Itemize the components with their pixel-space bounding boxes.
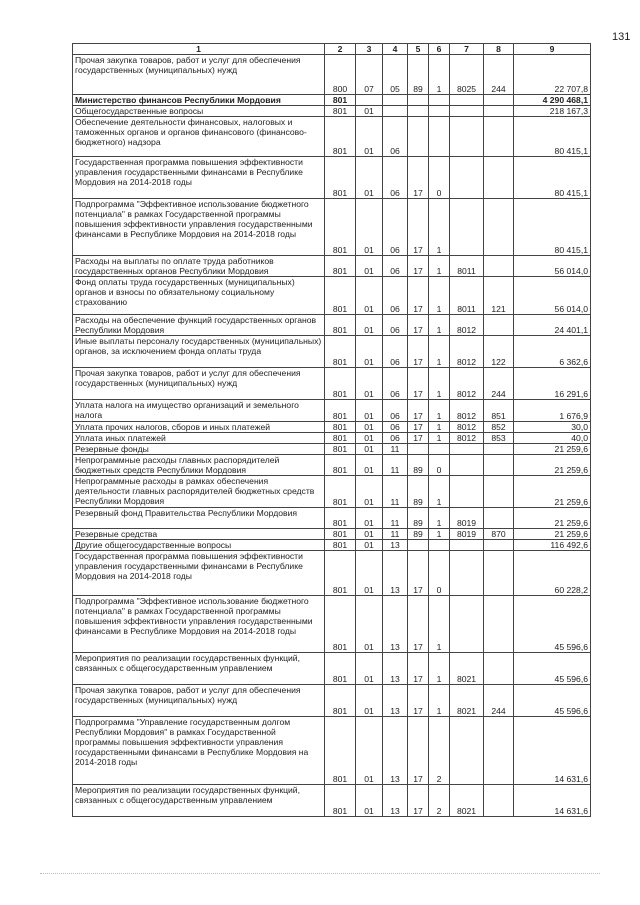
sum-cell: 60 228,2 (514, 551, 591, 596)
direction-cell (450, 157, 484, 199)
subsection-cell: 13 (383, 685, 408, 717)
gr-code-cell: 801 (325, 653, 356, 685)
expense-type-cell (484, 199, 514, 256)
section-cell: 01 (356, 540, 383, 551)
name-cell: Прочая закупка товаров, работ и услуг для обеспечения государственных (муниципальных) нужд (73, 55, 325, 95)
subsection-cell (383, 95, 408, 106)
subprogram-cell: 1 (429, 476, 450, 508)
expense-type-cell (484, 476, 514, 508)
program-cell (408, 117, 429, 157)
table-row (73, 653, 591, 685)
section-cell: 01 (356, 551, 383, 596)
table-row (73, 157, 591, 199)
expense-type-cell: 851 (484, 400, 514, 422)
section-cell: 01 (356, 256, 383, 277)
gr-code-cell: 801 (325, 368, 356, 400)
sum-cell: 56 014,0 (514, 277, 591, 315)
expense-type-cell: 244 (484, 55, 514, 95)
sum-cell: 40,0 (514, 433, 591, 444)
expense-type-cell: 244 (484, 685, 514, 717)
sum-cell: 80 415,1 (514, 117, 591, 157)
program-cell: 89 (408, 529, 429, 540)
name-cell: Подпрограмма "Эффективное использование бюджетного потенциала" в рамках Государственной программы повышения эффективности управления государственными финансами в Республике Мордовия на 2014-2018 годы (73, 199, 325, 256)
direction-cell: 8021 (450, 785, 484, 817)
subsection-cell: 06 (383, 368, 408, 400)
program-cell: 17 (408, 551, 429, 596)
subprogram-cell: 1 (429, 508, 450, 529)
program-cell (408, 540, 429, 551)
sum-cell: 14 631,6 (514, 785, 591, 817)
section-cell: 01 (356, 717, 383, 785)
gr-code-cell: 801 (325, 540, 356, 551)
expense-type-cell (484, 551, 514, 596)
expense-type-cell (484, 117, 514, 157)
subprogram-cell: 0 (429, 551, 450, 596)
subprogram-cell: 1 (429, 685, 450, 717)
expense-type-cell: 852 (484, 422, 514, 433)
section-cell: 01 (356, 476, 383, 508)
subsection-cell: 06 (383, 199, 408, 256)
subsection-cell: 13 (383, 717, 408, 785)
name-cell: Уплата иных платежей (73, 433, 325, 444)
gr-code-cell: 801 (325, 157, 356, 199)
name-cell: Обеспечение деятельности финансовых, налоговых и таможенных органов и органов финансового (финансово-бюджетного) надзора (73, 117, 325, 157)
subprogram-cell: 1 (429, 315, 450, 336)
direction-cell: 8021 (450, 653, 484, 685)
gr-code-cell: 801 (325, 596, 356, 653)
subsection-cell: 11 (383, 455, 408, 476)
table-row (73, 444, 591, 455)
direction-cell: 8012 (450, 336, 484, 368)
header-cell: 2 (325, 44, 356, 55)
subsection-cell: 13 (383, 653, 408, 685)
table-row (73, 529, 591, 540)
subprogram-cell (429, 106, 450, 117)
subprogram-cell: 1 (429, 199, 450, 256)
subsection-cell: 06 (383, 433, 408, 444)
gr-code-cell: 801 (325, 336, 356, 368)
sum-cell: 116 492,6 (514, 540, 591, 551)
direction-cell: 8012 (450, 368, 484, 400)
name-cell: Другие общегосударственные вопросы (73, 540, 325, 551)
subprogram-cell: 1 (429, 368, 450, 400)
sum-cell: 21 259,6 (514, 529, 591, 540)
subprogram-cell: 1 (429, 422, 450, 433)
program-cell: 17 (408, 199, 429, 256)
subsection-cell: 06 (383, 422, 408, 433)
name-cell: Мероприятия по реализации государственных функций, связанных с общегосударственным управлением (73, 785, 325, 817)
name-cell: Иные выплаты персоналу государственных (муниципальных) органов, за исключением фонда оплаты труда (73, 336, 325, 368)
name-cell: Подпрограмма "Эффективное использование бюджетного потенциала" в рамках Государственной программы повышения эффективности управления государственными финансами в Республике Мордовия на 2014-2018 годы (73, 596, 325, 653)
expense-type-cell: 853 (484, 433, 514, 444)
sum-cell: 22 707,8 (514, 55, 591, 95)
program-cell: 17 (408, 685, 429, 717)
header-cell: 3 (356, 44, 383, 55)
table-header-row (73, 44, 591, 55)
table-row (73, 400, 591, 422)
expense-type-cell (484, 717, 514, 785)
subsection-cell: 05 (383, 55, 408, 95)
direction-cell: 8025 (450, 55, 484, 95)
name-cell: Прочая закупка товаров, работ и услуг для обеспечения государственных (муниципальных) нужд (73, 368, 325, 400)
direction-cell (450, 455, 484, 476)
section-cell (356, 95, 383, 106)
expense-type-cell (484, 653, 514, 685)
sum-cell: 1 676,9 (514, 400, 591, 422)
name-cell: Подпрограмма "Управление государственным долгом Республики Мордовия" в рамках Государственной программы повышения эффективности управления государственными финансами в Республике Мордовия на 2014-2018 годы (73, 717, 325, 785)
gr-code-cell: 801 (325, 685, 356, 717)
expense-type-cell (484, 256, 514, 277)
gr-code-cell: 801 (325, 433, 356, 444)
direction-cell (450, 117, 484, 157)
direction-cell: 8019 (450, 529, 484, 540)
subsection-cell: 06 (383, 277, 408, 315)
table-row (73, 106, 591, 117)
gr-code-cell: 801 (325, 256, 356, 277)
sum-cell: 4 290 468,1 (514, 95, 591, 106)
table-row (73, 256, 591, 277)
subprogram-cell: 1 (429, 653, 450, 685)
program-cell: 17 (408, 157, 429, 199)
name-cell: Непрограммные расходы главных распорядителей бюджетных средств Республики Мордовия (73, 455, 325, 476)
direction-cell: 8011 (450, 277, 484, 315)
gr-code-cell: 801 (325, 785, 356, 817)
program-cell: 17 (408, 256, 429, 277)
name-cell: Фонд оплаты труда государственных (муниципальных) органов и взносы по обязательному социальному страхованию (73, 277, 325, 315)
subsection-cell: 06 (383, 256, 408, 277)
table-row (73, 476, 591, 508)
header-cell: 4 (383, 44, 408, 55)
subprogram-cell: 1 (429, 400, 450, 422)
header-cell: 9 (514, 44, 591, 55)
section-cell: 01 (356, 653, 383, 685)
table-row (73, 336, 591, 368)
direction-cell (450, 717, 484, 785)
section-cell: 01 (356, 157, 383, 199)
expense-type-cell: 122 (484, 336, 514, 368)
program-cell (408, 444, 429, 455)
expense-type-cell (484, 455, 514, 476)
table-row (73, 540, 591, 551)
program-cell: 17 (408, 422, 429, 433)
scan-divider (40, 873, 600, 875)
direction-cell: 8012 (450, 422, 484, 433)
direction-cell (450, 444, 484, 455)
expense-type-cell: 244 (484, 368, 514, 400)
section-cell: 01 (356, 199, 383, 256)
subprogram-cell: 1 (429, 55, 450, 95)
subprogram-cell: 1 (429, 336, 450, 368)
subsection-cell: 13 (383, 596, 408, 653)
name-cell: Государственная программа повышения эффективности управления государственными финансами в Республике Мордовия на 2014-2018 годы (73, 551, 325, 596)
sum-cell: 24 401,1 (514, 315, 591, 336)
sum-cell: 45 596,6 (514, 685, 591, 717)
header-cell: 6 (429, 44, 450, 55)
program-cell: 17 (408, 336, 429, 368)
direction-cell (450, 476, 484, 508)
program-cell: 89 (408, 476, 429, 508)
section-cell: 01 (356, 455, 383, 476)
sum-cell: 21 259,6 (514, 444, 591, 455)
name-cell: Министерство финансов Республики Мордовия (73, 95, 325, 106)
sum-cell: 45 596,6 (514, 596, 591, 653)
subprogram-cell: 1 (429, 433, 450, 444)
name-cell: Общегосударственные вопросы (73, 106, 325, 117)
program-cell (408, 106, 429, 117)
header-cell: 1 (73, 44, 325, 55)
expense-type-cell (484, 785, 514, 817)
expense-type-cell (484, 95, 514, 106)
direction-cell: 8012 (450, 315, 484, 336)
expense-type-cell: 870 (484, 529, 514, 540)
sum-cell: 80 415,1 (514, 199, 591, 256)
name-cell: Резервные фонды (73, 444, 325, 455)
gr-code-cell: 801 (325, 551, 356, 596)
name-cell: Мероприятия по реализации государственных функций, связанных с общегосударственным управлением (73, 653, 325, 685)
table-row (73, 368, 591, 400)
subsection-cell: 06 (383, 117, 408, 157)
expense-type-cell (484, 106, 514, 117)
direction-cell (450, 596, 484, 653)
header-cell: 5 (408, 44, 429, 55)
sum-cell: 45 596,6 (514, 653, 591, 685)
subprogram-cell: 0 (429, 157, 450, 199)
sum-cell: 6 362,6 (514, 336, 591, 368)
gr-code-cell: 801 (325, 400, 356, 422)
program-cell: 89 (408, 508, 429, 529)
sum-cell: 21 259,6 (514, 455, 591, 476)
gr-code-cell: 801 (325, 315, 356, 336)
table-body (73, 55, 591, 817)
header-cell: 8 (484, 44, 514, 55)
expense-type-cell: 121 (484, 277, 514, 315)
subsection-cell: 06 (383, 315, 408, 336)
subprogram-cell: 2 (429, 785, 450, 817)
subprogram-cell: 1 (429, 596, 450, 653)
subprogram-cell (429, 117, 450, 157)
table-row (73, 277, 591, 315)
table-row (73, 55, 591, 95)
gr-code-cell: 801 (325, 476, 356, 508)
subprogram-cell: 0 (429, 455, 450, 476)
gr-code-cell: 800 (325, 55, 356, 95)
table-row (73, 785, 591, 817)
table-row (73, 717, 591, 785)
table-row (73, 95, 591, 106)
direction-cell (450, 199, 484, 256)
section-cell: 01 (356, 596, 383, 653)
section-cell: 01 (356, 685, 383, 717)
section-cell: 07 (356, 55, 383, 95)
expense-type-cell (484, 540, 514, 551)
direction-cell: 8019 (450, 508, 484, 529)
sum-cell: 30,0 (514, 422, 591, 433)
direction-cell: 8012 (450, 433, 484, 444)
sum-cell: 218 167,3 (514, 106, 591, 117)
subprogram-cell (429, 444, 450, 455)
program-cell: 17 (408, 315, 429, 336)
subprogram-cell: 1 (429, 529, 450, 540)
direction-cell (450, 106, 484, 117)
section-cell: 01 (356, 422, 383, 433)
direction-cell (450, 540, 484, 551)
table-row (73, 199, 591, 256)
sum-cell: 21 259,6 (514, 508, 591, 529)
name-cell: Непрограммные расходы в рамках обеспечения деятельности главных распорядителей бюджетных средств Республики Мордовия (73, 476, 325, 508)
program-cell: 17 (408, 653, 429, 685)
program-cell: 17 (408, 368, 429, 400)
direction-cell (450, 95, 484, 106)
program-cell: 17 (408, 785, 429, 817)
subprogram-cell: 1 (429, 277, 450, 315)
name-cell: Резервные средства (73, 529, 325, 540)
subprogram-cell: 1 (429, 256, 450, 277)
direction-cell: 8021 (450, 685, 484, 717)
table-row (73, 685, 591, 717)
program-cell: 89 (408, 455, 429, 476)
expense-type-cell (484, 315, 514, 336)
section-cell: 01 (356, 444, 383, 455)
name-cell: Уплата прочих налогов, сборов и иных платежей (73, 422, 325, 433)
gr-code-cell: 801 (325, 422, 356, 433)
table-row (73, 551, 591, 596)
section-cell: 01 (356, 315, 383, 336)
table-row (73, 117, 591, 157)
subsection-cell: 06 (383, 157, 408, 199)
name-cell: Расходы на выплаты по оплате труда работников государственных органов Республики Мордовия (73, 256, 325, 277)
subsection-cell: 06 (383, 400, 408, 422)
subsection-cell: 11 (383, 529, 408, 540)
subsection-cell: 13 (383, 551, 408, 596)
gr-code-cell: 801 (325, 95, 356, 106)
expense-type-cell (484, 596, 514, 653)
expense-type-cell (484, 508, 514, 529)
gr-code-cell: 801 (325, 455, 356, 476)
subsection-cell (383, 106, 408, 117)
expense-type-cell (484, 444, 514, 455)
direction-cell: 8012 (450, 400, 484, 422)
section-cell: 01 (356, 400, 383, 422)
name-cell: Расходы на обеспечение функций государственных органов Республики Мордовия (73, 315, 325, 336)
table-row (73, 596, 591, 653)
subsection-cell: 11 (383, 444, 408, 455)
table-row (73, 455, 591, 476)
subprogram-cell (429, 540, 450, 551)
table-row (73, 508, 591, 529)
program-cell: 17 (408, 717, 429, 785)
expense-type-cell (484, 157, 514, 199)
subsection-cell: 11 (383, 476, 408, 508)
subsection-cell: 11 (383, 508, 408, 529)
sum-cell: 56 014,0 (514, 256, 591, 277)
section-cell: 01 (356, 785, 383, 817)
gr-code-cell: 801 (325, 508, 356, 529)
subsection-cell: 06 (383, 336, 408, 368)
gr-code-cell: 801 (325, 106, 356, 117)
sum-cell: 16 291,6 (514, 368, 591, 400)
header-cell: 7 (450, 44, 484, 55)
gr-code-cell: 801 (325, 444, 356, 455)
program-cell: 17 (408, 433, 429, 444)
sum-cell: 21 259,6 (514, 476, 591, 508)
sum-cell: 80 415,1 (514, 157, 591, 199)
direction-cell (450, 551, 484, 596)
program-cell: 89 (408, 55, 429, 95)
subprogram-cell: 2 (429, 717, 450, 785)
table-row (73, 315, 591, 336)
section-cell: 01 (356, 508, 383, 529)
page-number: 131 (612, 31, 631, 43)
section-cell: 01 (356, 433, 383, 444)
gr-code-cell: 801 (325, 529, 356, 540)
budget-table (72, 43, 591, 817)
program-cell (408, 95, 429, 106)
gr-code-cell: 801 (325, 717, 356, 785)
table-row (73, 422, 591, 433)
subsection-cell: 13 (383, 540, 408, 551)
table-row (73, 433, 591, 444)
gr-code-cell: 801 (325, 199, 356, 256)
program-cell: 17 (408, 277, 429, 315)
name-cell: Уплата налога на имущество организаций и земельного налога (73, 400, 325, 422)
name-cell: Резервный фонд Правительства Республики Мордовия (73, 508, 325, 529)
subsection-cell: 13 (383, 785, 408, 817)
section-cell: 01 (356, 368, 383, 400)
name-cell: Государственная программа повышения эффективности управления государственными финансами в Республике Мордовия на 2014-2018 годы (73, 157, 325, 199)
section-cell: 01 (356, 106, 383, 117)
section-cell: 01 (356, 277, 383, 315)
gr-code-cell: 801 (325, 117, 356, 157)
section-cell: 01 (356, 336, 383, 368)
section-cell: 01 (356, 117, 383, 157)
section-cell: 01 (356, 529, 383, 540)
name-cell: Прочая закупка товаров, работ и услуг для обеспечения государственных (муниципальных) нужд (73, 685, 325, 717)
sum-cell: 14 631,6 (514, 717, 591, 785)
direction-cell: 8011 (450, 256, 484, 277)
program-cell: 17 (408, 596, 429, 653)
gr-code-cell: 801 (325, 277, 356, 315)
program-cell: 17 (408, 400, 429, 422)
subprogram-cell (429, 95, 450, 106)
